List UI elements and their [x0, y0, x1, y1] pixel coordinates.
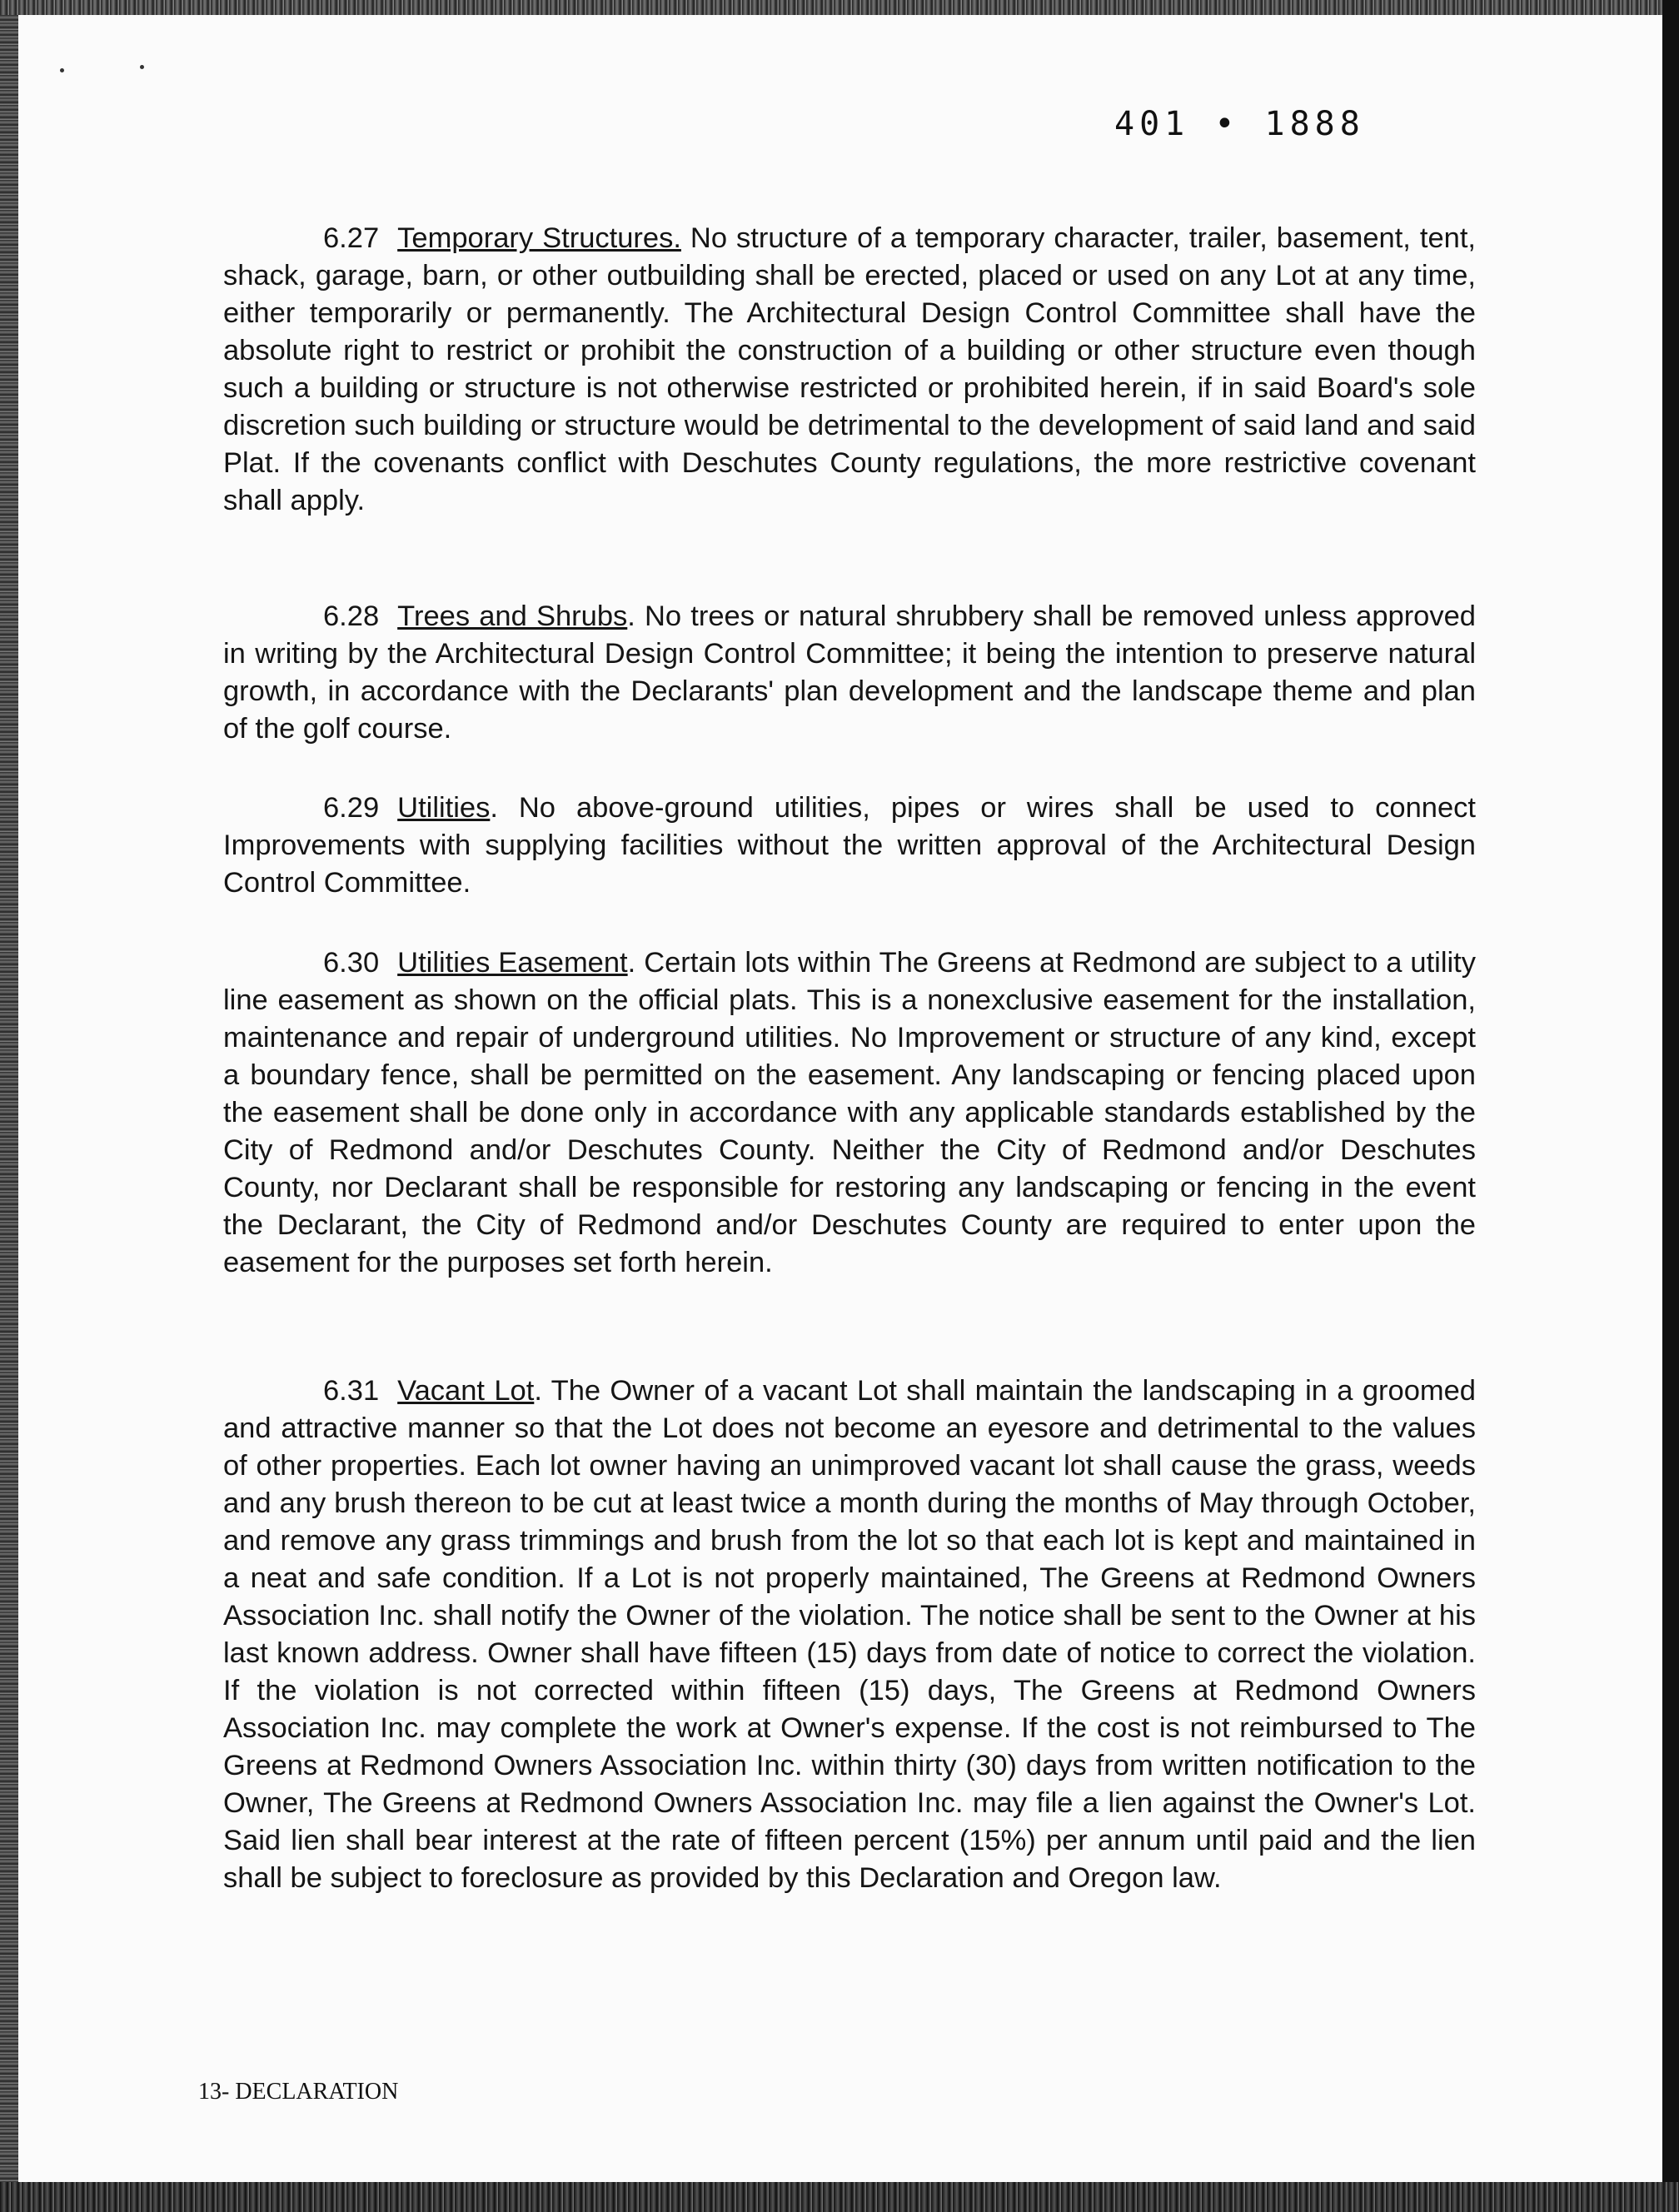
section-heading: Utilities Easement [397, 947, 628, 979]
scan-border-right [1662, 0, 1679, 2212]
scan-border-left [0, 0, 18, 2212]
page-footer: 13- DECLARATION [198, 2079, 399, 2105]
section-body: No structure of a temporary character, trailer, basement, tent, shack, garage, barn, or other outbuilding shall be erected, placed or used on any Lot at any time, either temporarily or permanently. The Architectural Design Control Committee shall have the absolute right to restrict or prohibit the construction of a building or other structure even though such a building or structure is not otherwise restricted or prohibited herein, if in said Board's sole discretion such building or structure would be detrimental to the development of said land and said Plat. If the covenants conflict with Deschutes County regulations, the more restrictive covenant shall apply. [223, 222, 1477, 516]
scan-border-top [0, 0, 1679, 15]
section-number: 6.30 [323, 947, 380, 979]
section-6-29 [223, 790, 1476, 902]
section-body: . No trees or natural shrubbery shall be removed unless approved in writing by the Architectural Design Control Committee; it being the intention to preserve natural growth, in accordance with the Declarants' plan development and the landscape theme and plan of the golf course. [223, 600, 1476, 745]
section-number: 6.28 [323, 600, 380, 632]
section-body: . The Owner of a vacant Lot shall maintain the landscaping in a groomed and attractive manner so that the Lot does not become an eyesore and detrimental to the values of other properties. Each lot owner having an unimproved vacant lot shall cause the grass, weeds and any brush thereon to be cut at least twice a month during the months of May through October, and remove any grass trimmings and brush from the lot so that each lot is kept and maintained in a neat and safe condition. If a Lot is not properly maintained, The Greens at Redmond Owners Association Inc. shall notify the Owner of the violation. The notice shall be sent to the Owner at his last known address. Owner shall have fifteen (15) days from date of notice to correct the violation. If the violation is not corrected within fifteen (15) days, The Greens at Redmond Owners Association Inc. may complete the work at Owner's expense. If the cost is not reimbursed to The Greens at Redmond Owners Association Inc. within thirty (30) days from written notification to the Owner, The Greens at Redmond Owners Association Inc. may file a lien against the Owner's Lot. Said lien shall bear interest at the rate of fifteen percent (15%) per annum until paid and the lien shall be subject to foreclosure as provided by this Declaration and Oregon law. [223, 1375, 1476, 1894]
section-heading: Vacant Lot [397, 1375, 535, 1407]
section-heading: Utilities [397, 792, 491, 824]
section-number: 6.29 [323, 792, 380, 824]
section-heading: Temporary Structures. [397, 222, 681, 254]
section-6-31 [223, 1373, 1476, 1897]
section-6-27 [223, 220, 1476, 520]
section-6-30 [223, 944, 1476, 1282]
section-body: . Certain lots within The Greens at Redmond are subject to a utility line easement as shown on the official plats. This is a nonexclusive easement for the installation, maintenance and repair of underground utilities. No Improvement or structure of any kind, except a boundary fence, shall be permitted on the easement. Any landscaping or fencing placed upon the easement shall be done only in accordance with any applicable standards established by the City of Redmond and/or Deschutes County. Neither the City of Redmond and/or Deschutes County, nor Declarant shall be responsible for restoring any landscaping or fencing in the event the Declarant, the City of Redmond and/or Deschutes County are required to enter upon the easement for the purposes set forth herein. [223, 947, 1476, 1278]
scan-border-bottom [0, 2182, 1679, 2212]
section-6-28 [223, 598, 1476, 748]
scan-speck [140, 65, 144, 69]
section-number: 6.27 [323, 222, 380, 254]
section-number: 6.31 [323, 1375, 380, 1407]
recording-page-number: 401 • 1888 [1114, 105, 1365, 143]
section-heading: Trees and Shrubs [397, 600, 628, 632]
section-body: . No above-ground utilities, pipes or wires shall be used to connect Improvements with supplying facilities without the written approval of the Architectural Design Control Committee. [223, 792, 1476, 899]
scan-speck [60, 68, 64, 72]
document-page [18, 15, 1662, 2182]
